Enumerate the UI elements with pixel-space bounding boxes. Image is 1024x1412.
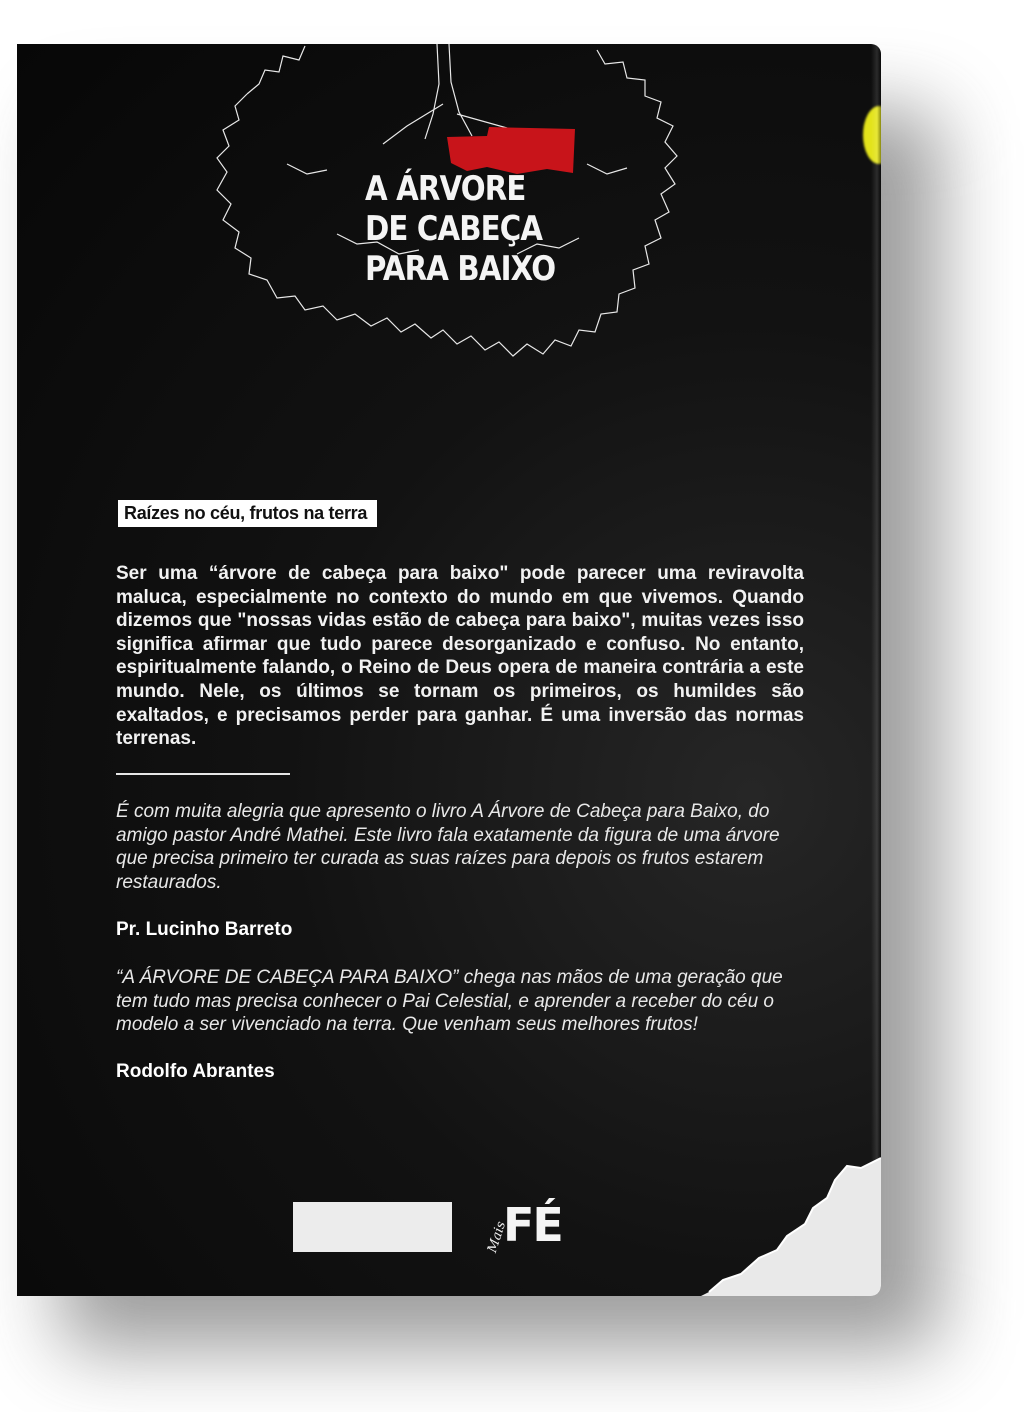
title-line-2: DE CABEÇA	[365, 209, 543, 249]
logo-main-text: FÉ	[503, 1198, 562, 1252]
title-line-1: A ÁRVORE	[365, 169, 526, 209]
publisher-logo	[483, 1184, 573, 1258]
testimonial-author-2: Rodolfo Abrantes	[116, 1061, 275, 1082]
torn-paper-corner	[701, 1146, 881, 1296]
testimonial-author-1: Pr. Lucinho Barreto	[116, 919, 293, 940]
cover-edge	[871, 44, 881, 1296]
testimonial-quote-1: É com muita alegria que apresento o livro A Árvore de Cabeça para Baixo, do amigo pastor André Mathei. Este livro fala exatamente da figura de uma árvore que precisa primeiro ter curada as suas raízes para depois os frutos estarem restaurados.	[116, 801, 780, 893]
logo-script-text: Mais	[485, 1219, 510, 1255]
barcode-box	[293, 1202, 452, 1252]
book-back-cover	[17, 44, 881, 1296]
title-line-3: PARA BAIXO	[365, 249, 556, 289]
section-label: Raízes no céu, frutos na terra	[118, 500, 377, 527]
synopsis-paragraph: Ser uma “árvore de cabeça para baixo" pode parecer uma reviravolta maluca, especialmente no contexto do mundo em que vivemos. Quando dizemos que "nossas vidas estão de cabeça para baixo", muitas vezes isso significa afirmar que tudo parece desorganizado e confuso. No entanto, espiritualmente falando, o Reino de Deus opera de maneira contrária a este mundo. Nele, os últimos se tornam os primeiros, os humildes são exaltados, e precisamos perder para ganhar. É uma inversão das normas terrenas.	[116, 563, 804, 750]
testimonial-quote-2: “A ÁRVORE DE CABEÇA PARA BAIXO” chega nas mãos de uma geração que tem tudo mas precisa conhecer o Pai Celestial, e aprender a receber do céu o modelo a ser vivenciado na terra. Que venham seus melhores frutos!	[116, 967, 783, 1036]
divider-line	[116, 773, 290, 775]
book-title	[365, 169, 556, 289]
